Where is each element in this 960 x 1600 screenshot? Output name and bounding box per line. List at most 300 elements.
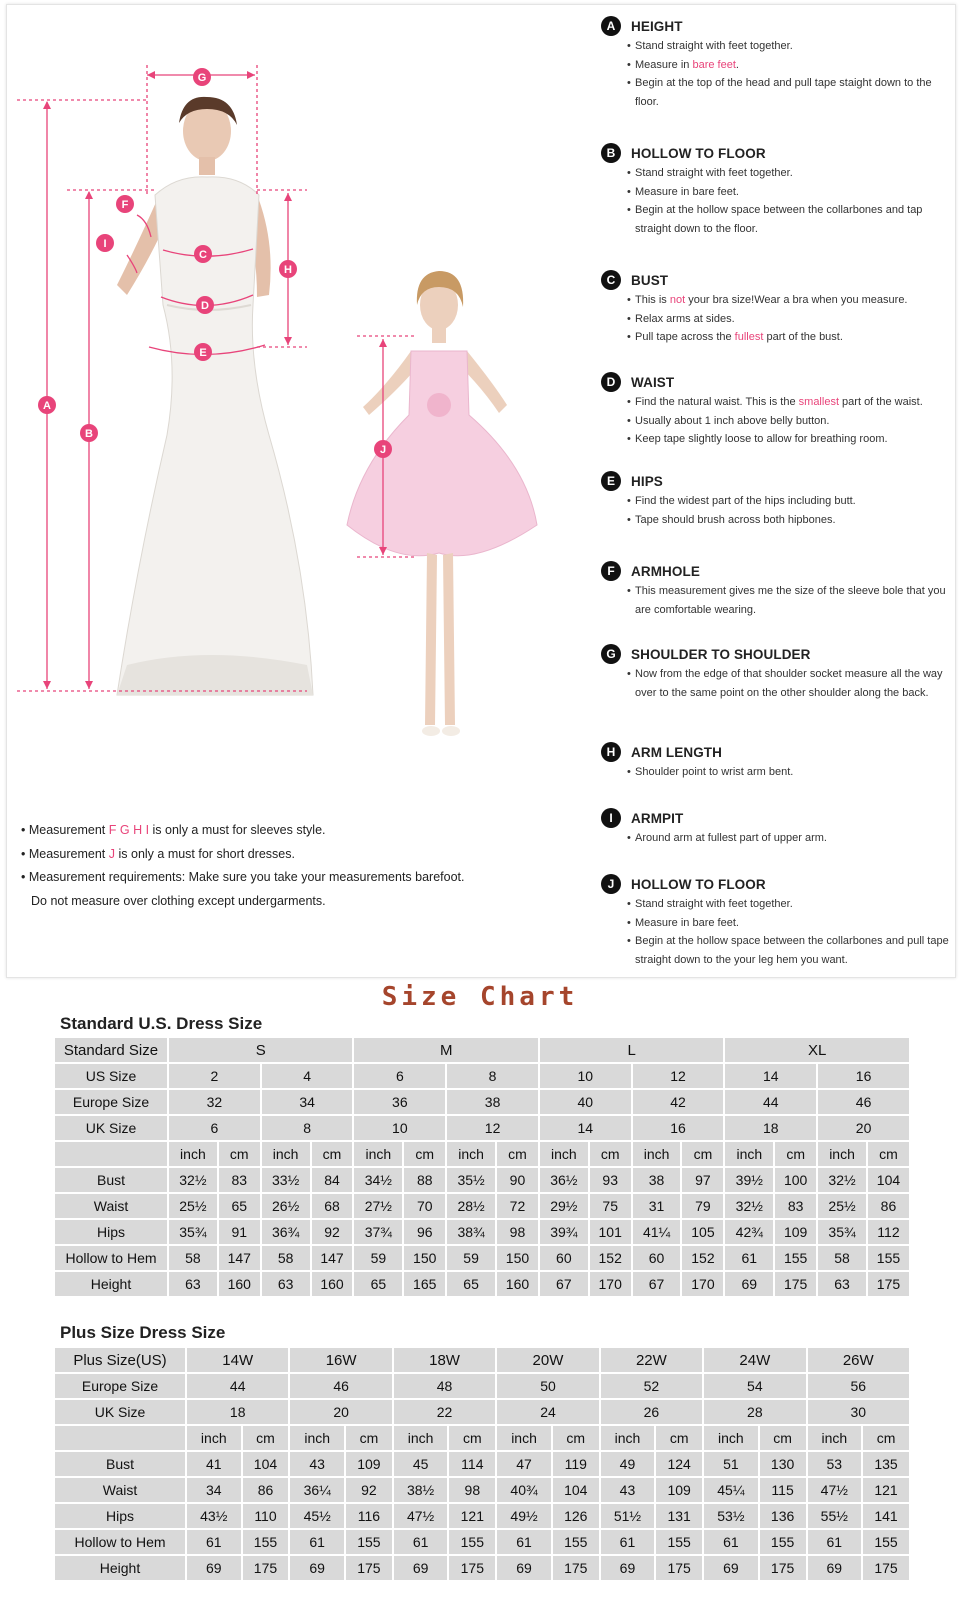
definition-item — [627, 183, 951, 202]
measure-value: 155 — [775, 1246, 816, 1270]
definition-item — [627, 665, 951, 702]
size-cell: 20 — [818, 1116, 909, 1140]
definition-letter-badge: I — [601, 808, 621, 828]
measure-value: 175 — [760, 1556, 806, 1580]
size-cell: 16 — [633, 1116, 724, 1140]
definition-header — [601, 470, 951, 492]
standard-size-row — [55, 1064, 909, 1088]
definition-header — [601, 15, 951, 37]
unit-inch: inch — [725, 1142, 773, 1166]
measure-value: 61 — [808, 1530, 862, 1554]
definition-item-text: Keep tape slightly loose to allow for breathing room. — [635, 433, 888, 445]
measure-value: 51 — [704, 1452, 758, 1476]
measure-value: 47 — [497, 1452, 551, 1476]
size-group-header: L — [540, 1038, 723, 1062]
measure-value: 110 — [243, 1504, 289, 1528]
measure-value: 93 — [590, 1168, 631, 1192]
unit-inch: inch — [262, 1142, 310, 1166]
standard-size-table — [53, 1036, 911, 1298]
definition-items — [601, 665, 951, 702]
definition-item-text: part of the waist. — [839, 396, 923, 408]
size-cell: 22 — [394, 1400, 495, 1424]
definition-item — [627, 582, 951, 619]
definition-item-text: Pull tape across the — [635, 331, 735, 343]
size-cell: 38 — [447, 1090, 538, 1114]
unit-cm: cm — [590, 1142, 631, 1166]
measure-value: 34 — [187, 1478, 241, 1502]
measure-value: 63 — [262, 1272, 310, 1296]
measure-value: 126 — [553, 1504, 599, 1528]
measure-value: 131 — [656, 1504, 702, 1528]
size-cell: 30 — [808, 1400, 909, 1424]
measure-value: 84 — [312, 1168, 353, 1192]
size-cell: 52 — [601, 1374, 702, 1398]
marker-f-label: F — [121, 199, 129, 211]
measure-value: 69 — [704, 1556, 758, 1580]
measure-value: 150 — [404, 1246, 445, 1270]
measure-value: 72 — [497, 1194, 538, 1218]
measure-label: Hollow to Hem — [55, 1530, 185, 1554]
measure-value: 35¾ — [169, 1220, 217, 1244]
definition-item — [627, 56, 951, 75]
measure-label: Height — [55, 1556, 185, 1580]
measure-value: 91 — [219, 1220, 260, 1244]
definition-item — [627, 291, 951, 310]
size-cell: 18 — [187, 1400, 288, 1424]
marker-h-label: H — [284, 264, 292, 276]
measure-value: 155 — [553, 1530, 599, 1554]
unit-cm: cm — [449, 1426, 495, 1450]
definition-item — [627, 37, 951, 56]
measure-value: 98 — [497, 1220, 538, 1244]
measure-value: 36¾ — [262, 1220, 310, 1244]
standard-measure-row — [55, 1194, 909, 1218]
unit-cm: cm — [775, 1142, 816, 1166]
standard-measure-row — [55, 1168, 909, 1192]
definition-item — [627, 829, 951, 848]
definition-letter-badge: J — [601, 874, 621, 894]
measure-value: 31 — [633, 1194, 681, 1218]
measure-value: 88 — [404, 1168, 445, 1192]
measure-value: 160 — [497, 1272, 538, 1296]
size-cell: 34 — [262, 1090, 353, 1114]
definition-item — [627, 895, 951, 914]
measure-value: 43½ — [187, 1504, 241, 1528]
unit-cm: cm — [243, 1426, 289, 1450]
definition-title: ARM LENGTH — [631, 744, 722, 760]
size-cell: 8 — [262, 1116, 353, 1140]
measure-value: 60 — [633, 1246, 681, 1270]
definition-item-text: Find the widest part of the hips including butt. — [635, 495, 856, 507]
definition-item-text: Relax arms at sides. — [635, 312, 735, 325]
measure-value: 135 — [863, 1452, 909, 1476]
measure-value: 61 — [497, 1530, 551, 1554]
size-cell: 12 — [447, 1116, 538, 1140]
definition-item — [627, 763, 951, 782]
measure-value: 45½ — [290, 1504, 344, 1528]
definition-item — [627, 328, 951, 347]
measure-value: 36¼ — [290, 1478, 344, 1502]
measurement-guide-panel — [6, 4, 956, 978]
measure-value: 175 — [863, 1556, 909, 1580]
definition-item — [627, 492, 951, 511]
measure-value: 61 — [704, 1530, 758, 1554]
definition-item-text: Usually about 1 inch above belly button. — [635, 414, 830, 427]
unit-cm: cm — [404, 1142, 445, 1166]
definition-item-text: This is — [635, 294, 670, 306]
measure-value: 141 — [863, 1504, 909, 1528]
plus-size-row — [55, 1374, 909, 1398]
definition-letter-badge: D — [601, 372, 621, 392]
definition-items — [601, 829, 951, 848]
size-cell: 32 — [169, 1090, 260, 1114]
measure-value: 175 — [656, 1556, 702, 1580]
measure-value: 58 — [262, 1246, 310, 1270]
unit-cm: cm — [497, 1142, 538, 1166]
measure-value: 155 — [346, 1530, 392, 1554]
measure-value: 109 — [775, 1220, 816, 1244]
measure-value: 114 — [449, 1452, 495, 1476]
unit-cm: cm — [312, 1142, 353, 1166]
measure-value: 155 — [449, 1530, 495, 1554]
unit-inch: inch — [447, 1142, 495, 1166]
measure-value: 63 — [169, 1272, 217, 1296]
measure-value: 109 — [346, 1452, 392, 1476]
definition-items — [601, 37, 951, 111]
definition-letter-badge: B — [601, 143, 621, 163]
definition-letter-badge: C — [601, 270, 621, 290]
measure-value: 61 — [394, 1530, 448, 1554]
measure-value: 100 — [775, 1168, 816, 1192]
measure-value: 59 — [447, 1246, 495, 1270]
plus-measure-row — [55, 1478, 909, 1502]
measure-value: 60 — [540, 1246, 588, 1270]
plus-size-header: 20W — [497, 1348, 598, 1372]
definition-item-text: Tape should brush across both hipbones. — [635, 513, 836, 526]
measure-value: 68 — [312, 1194, 353, 1218]
measure-value: 147 — [312, 1246, 353, 1270]
unit-inch: inch — [540, 1142, 588, 1166]
measure-value: 119 — [553, 1452, 599, 1476]
measure-value: 49½ — [497, 1504, 551, 1528]
definition-item-text: Stand straight with feet together. — [635, 40, 793, 52]
plus-measure-row — [55, 1504, 909, 1528]
standard-header-row — [55, 1038, 909, 1062]
measure-value: 175 — [553, 1556, 599, 1580]
measure-value: 47½ — [394, 1504, 448, 1528]
definition-item-text: Stand straight with feet together. — [635, 898, 793, 910]
size-cell: 18 — [725, 1116, 816, 1140]
size-group-header: M — [354, 1038, 537, 1062]
girl-figure — [347, 271, 537, 736]
definition-item-text: Now from the edge of that shoulder socket measure all the way over to the same point on the other shoulder along the back. — [635, 668, 943, 699]
size-cell: 24 — [497, 1400, 598, 1424]
measure-value: 38¾ — [447, 1220, 495, 1244]
definition-title: ARMPIT — [631, 810, 684, 826]
measure-value: 130 — [760, 1452, 806, 1476]
plus-size-table — [53, 1346, 911, 1582]
measure-value: 115 — [760, 1478, 806, 1502]
size-cell: 40 — [540, 1090, 631, 1114]
plus-measure-row — [55, 1530, 909, 1554]
definition-header — [601, 371, 951, 393]
measure-value: 105 — [682, 1220, 723, 1244]
measure-value: 61 — [187, 1530, 241, 1554]
unit-inch: inch — [601, 1426, 655, 1450]
note-continuation: Do not measure over clothing except undergarments. — [31, 893, 326, 908]
marker-i-label: I — [103, 238, 107, 250]
measure-value: 83 — [219, 1168, 260, 1192]
definition-item-text: Begin at the hollow space between the collarbones and tap straight down to the floor. — [635, 204, 923, 235]
plus-size-row — [55, 1400, 909, 1424]
measure-label: Height — [55, 1272, 167, 1296]
measure-value: 152 — [590, 1246, 631, 1270]
plus-size-corner: Plus Size(US) — [55, 1348, 185, 1372]
size-cell: 10 — [354, 1116, 445, 1140]
definition-item — [627, 310, 951, 329]
definition-item-text: . — [735, 58, 739, 71]
definition-items — [601, 895, 951, 969]
measure-value: 69 — [187, 1556, 241, 1580]
measure-value: 170 — [590, 1272, 631, 1296]
standard-measure-row — [55, 1220, 909, 1244]
unit-cm: cm — [682, 1142, 723, 1166]
size-group-header: S — [169, 1038, 352, 1062]
measure-value: 69 — [497, 1556, 551, 1580]
definition-title: SHOULDER TO SHOULDER — [631, 646, 811, 662]
measure-value: 155 — [760, 1530, 806, 1554]
size-cell: 14 — [725, 1064, 816, 1088]
unit-inch: inch — [290, 1426, 344, 1450]
note-requirements: • Measurement requirements: Make sure you take your measurements barefoot. — [21, 870, 465, 884]
row-label: Europe Size — [55, 1090, 167, 1114]
measure-value: 25½ — [169, 1194, 217, 1218]
definition-item — [627, 393, 951, 412]
standard-size-row — [55, 1116, 909, 1140]
measure-value: 160 — [219, 1272, 260, 1296]
measure-value: 160 — [312, 1272, 353, 1296]
unit-cm: cm — [219, 1142, 260, 1166]
measure-value: 104 — [243, 1452, 289, 1476]
definition-title: HOLLOW TO FLOOR — [631, 876, 766, 892]
measure-value: 39½ — [725, 1168, 773, 1192]
size-cell: 14 — [540, 1116, 631, 1140]
measure-value: 121 — [449, 1504, 495, 1528]
note-text: Measurement — [28, 823, 109, 837]
note-text: Measurement — [28, 846, 109, 861]
definition-e — [601, 470, 951, 529]
definition-item-highlight: smallest — [798, 396, 839, 408]
definition-items — [601, 763, 951, 782]
measure-value: 101 — [590, 1220, 631, 1244]
measure-value: 58 — [169, 1246, 217, 1270]
size-cell: 26 — [601, 1400, 702, 1424]
plus-measure-row — [55, 1556, 909, 1580]
unit-cm: cm — [346, 1426, 392, 1450]
definition-header — [601, 807, 951, 829]
definition-item-text: part of the bust. — [763, 331, 843, 343]
size-cell: 56 — [808, 1374, 909, 1398]
size-cell: 44 — [187, 1374, 288, 1398]
definition-d — [601, 371, 951, 449]
measure-value: 69 — [725, 1272, 773, 1296]
measure-value: 45¼ — [704, 1478, 758, 1502]
definition-header — [601, 560, 951, 582]
definition-letter-badge: E — [601, 471, 621, 491]
definition-header — [601, 741, 951, 763]
measure-value: 70 — [404, 1194, 445, 1218]
note-text: is only a must for sleeves style. — [149, 823, 326, 837]
note-highlight: F G H I — [108, 823, 150, 837]
definition-item-text: Find the natural waist. This is the — [635, 396, 799, 408]
measure-value: 55½ — [808, 1504, 862, 1528]
definition-f — [601, 560, 951, 619]
definition-item — [627, 164, 951, 183]
measure-value: 47½ — [808, 1478, 862, 1502]
size-cell: 50 — [497, 1374, 598, 1398]
size-cell: 6 — [169, 1116, 260, 1140]
measure-value: 92 — [312, 1220, 353, 1244]
definition-c — [601, 269, 951, 347]
measure-value: 147 — [219, 1246, 260, 1270]
definition-item-text: Stand straight with feet together. — [635, 167, 793, 179]
measure-value: 67 — [633, 1272, 681, 1296]
definition-item — [627, 914, 951, 933]
standard-size-row — [55, 1090, 909, 1114]
measure-value: 97 — [682, 1168, 723, 1192]
measure-value: 37¾ — [354, 1220, 402, 1244]
measure-label: Hollow to Hem — [55, 1246, 167, 1270]
size-cell: 46 — [818, 1090, 909, 1114]
measure-value: 25½ — [818, 1194, 866, 1218]
size-cell: 10 — [540, 1064, 631, 1088]
measure-value: 79 — [682, 1194, 723, 1218]
note-text: Measurement requirements: Make sure you take your measurements barefoot. — [28, 870, 465, 884]
unit-inch: inch — [497, 1426, 551, 1450]
measure-value: 175 — [775, 1272, 816, 1296]
definition-title: HOLLOW TO FLOOR — [631, 145, 766, 161]
measure-label: Bust — [55, 1168, 167, 1192]
plus-size-header: 18W — [394, 1348, 495, 1372]
definition-header — [601, 873, 951, 895]
measure-value: 175 — [449, 1556, 495, 1580]
definition-a — [601, 15, 951, 111]
unit-row-label — [55, 1142, 167, 1166]
measure-value: 104 — [553, 1478, 599, 1502]
measure-value: 29½ — [540, 1194, 588, 1218]
definition-items — [601, 291, 951, 347]
measure-value: 26½ — [262, 1194, 310, 1218]
measure-value: 32½ — [725, 1194, 773, 1218]
plus-size-header: 24W — [704, 1348, 805, 1372]
size-cell: 48 — [394, 1374, 495, 1398]
definition-b — [601, 142, 951, 238]
measure-value: 61 — [290, 1530, 344, 1554]
unit-inch: inch — [633, 1142, 681, 1166]
plus-unit-row — [55, 1426, 909, 1450]
definition-items — [601, 582, 951, 619]
definition-title: BUST — [631, 272, 669, 288]
size-cell: 42 — [633, 1090, 724, 1114]
definition-item-text: This measurement gives me the size of the sleeve bole that you are comfortable wearing. — [635, 585, 946, 616]
plus-size-header: 26W — [808, 1348, 909, 1372]
measure-value: 28½ — [447, 1194, 495, 1218]
definition-item — [627, 412, 951, 431]
measure-value: 32½ — [169, 1168, 217, 1192]
definition-letter-badge: A — [601, 16, 621, 36]
definition-item-text: Shoulder point to wrist arm bent. — [635, 766, 794, 778]
measure-value: 63 — [818, 1272, 866, 1296]
definition-item-text: Around arm at fullest part of upper arm. — [635, 832, 827, 844]
size-cell: 44 — [725, 1090, 816, 1114]
size-cell: 6 — [354, 1064, 445, 1088]
definition-item — [627, 430, 951, 449]
measure-value: 61 — [601, 1530, 655, 1554]
definition-i — [601, 807, 951, 848]
unit-row-label — [55, 1426, 185, 1450]
unit-inch: inch — [808, 1426, 862, 1450]
definition-header — [601, 643, 951, 665]
measure-label: Hips — [55, 1220, 167, 1244]
definition-letter-badge: F — [601, 561, 621, 581]
definition-j — [601, 873, 951, 969]
measure-value: 155 — [863, 1530, 909, 1554]
definition-item — [627, 74, 951, 111]
note-sleeves: • Measurement F G H I is only a must for sleeves style. — [21, 823, 326, 837]
definition-items — [601, 393, 951, 449]
measure-value: 35½ — [447, 1168, 495, 1192]
measure-value: 35¾ — [818, 1220, 866, 1244]
measure-value: 53½ — [704, 1504, 758, 1528]
plus-measure-row — [55, 1452, 909, 1476]
unit-cm: cm — [656, 1426, 702, 1450]
definition-item — [627, 201, 951, 238]
standard-measure-row — [55, 1246, 909, 1270]
marker-d-label: D — [201, 300, 209, 312]
measure-value: 155 — [243, 1530, 289, 1554]
measure-value: 67 — [540, 1272, 588, 1296]
measure-value: 45 — [394, 1452, 448, 1476]
measure-value: 53 — [808, 1452, 862, 1476]
size-cell: 2 — [169, 1064, 260, 1088]
definition-item — [627, 932, 951, 969]
marker-b-label: B — [85, 428, 93, 440]
measure-value: 51½ — [601, 1504, 655, 1528]
measure-value: 27½ — [354, 1194, 402, 1218]
measure-value: 69 — [601, 1556, 655, 1580]
size-cell: 4 — [262, 1064, 353, 1088]
marker-a-label: A — [43, 400, 51, 412]
measure-value: 175 — [346, 1556, 392, 1580]
measure-value: 75 — [590, 1194, 631, 1218]
measure-value: 150 — [497, 1246, 538, 1270]
unit-inch: inch — [354, 1142, 402, 1166]
size-cell: 12 — [633, 1064, 724, 1088]
measure-value: 36½ — [540, 1168, 588, 1192]
measurement-figures — [7, 5, 577, 765]
measure-value: 69 — [808, 1556, 862, 1580]
note-text: is only a must for short dresses. — [115, 846, 295, 861]
measure-value: 152 — [682, 1246, 723, 1270]
definition-item-text: Begin at the hollow space between the collarbones and pull tape straight down to the your leg hem you want. — [635, 935, 949, 966]
definition-title: HEIGHT — [631, 18, 683, 34]
definition-item-highlight: not — [669, 294, 686, 306]
measure-value: 38 — [633, 1168, 681, 1192]
size-cell: 28 — [704, 1400, 805, 1424]
definition-item-text: your bra size!Wear a bra when you measure. — [685, 294, 908, 306]
unit-cm: cm — [863, 1426, 909, 1450]
definition-item-highlight: fullest — [734, 331, 764, 343]
